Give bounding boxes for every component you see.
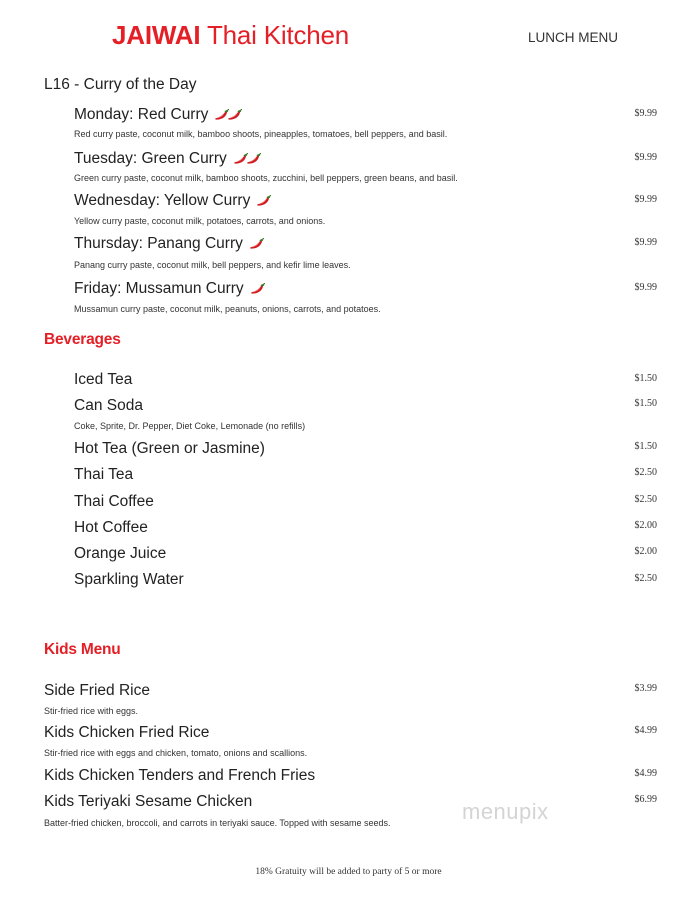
brand-name: JAIWAI bbox=[112, 20, 201, 50]
restaurant-title bbox=[112, 20, 349, 51]
menu-item-name: Thai Tea bbox=[74, 466, 134, 483]
menu-item-price: $9.99 bbox=[634, 237, 657, 248]
menu-item-name: Sparkling Water bbox=[74, 571, 184, 588]
chili-pepper-icon bbox=[250, 282, 263, 300]
menu-item-price: $9.99 bbox=[634, 108, 657, 119]
section-title-beverages: Beverages bbox=[44, 331, 121, 348]
menu-item-name: Monday: Red Curry bbox=[74, 106, 240, 126]
chili-pepper-icon bbox=[233, 152, 259, 170]
menu-item-price: $1.50 bbox=[634, 373, 657, 384]
menu-item-price: $2.50 bbox=[634, 467, 657, 478]
menu-label: LUNCH MENU bbox=[528, 30, 619, 45]
menu-item-name: Can Soda bbox=[74, 397, 143, 414]
menu-item-name: Side Fried Rice bbox=[44, 682, 150, 699]
menu-item-name: Thursday: Panang Curry bbox=[74, 235, 262, 255]
menu-item-name: Hot Coffee bbox=[74, 519, 148, 536]
chili-pepper-icon bbox=[249, 237, 262, 255]
menu-item-price: $4.99 bbox=[634, 768, 657, 779]
menu-item-price: $6.99 bbox=[634, 794, 657, 805]
section-title-kids: Kids Menu bbox=[44, 641, 121, 658]
chili-pepper-icon bbox=[214, 108, 240, 126]
menu-item-price: $2.50 bbox=[634, 573, 657, 584]
menu-item-name: Kids Chicken Tenders and French Fries bbox=[44, 767, 316, 784]
menu-item-price: $2.00 bbox=[634, 546, 657, 557]
menu-item-name: Friday: Mussamun Curry bbox=[74, 280, 263, 300]
menu-item-price: $1.50 bbox=[634, 441, 657, 452]
menu-item-price: $3.99 bbox=[634, 683, 657, 694]
brand-subtitle: Thai Kitchen bbox=[206, 20, 350, 50]
watermark: menupix bbox=[462, 799, 549, 824]
menu-item-description: Yellow curry paste, coconut milk, potatoes, carrots, and onions. bbox=[74, 216, 326, 226]
menu-item-price: $1.50 bbox=[634, 398, 657, 409]
gratuity-note: 18% Gratuity will be added to party of 5 or more bbox=[255, 867, 442, 877]
menu-item-name: Wednesday: Yellow Curry bbox=[74, 192, 269, 212]
menu-item-name: Kids Chicken Fried Rice bbox=[44, 724, 210, 741]
menu-item-price: $4.99 bbox=[634, 725, 657, 736]
menu-item-description: Red curry paste, coconut milk, bamboo shoots, pineapples, tomatoes, bell peppers, and basil. bbox=[74, 129, 448, 139]
menu-item-name: Tuesday: Green Curry bbox=[74, 150, 259, 170]
menu-item-description: Batter-fried chicken, broccoli, and carrots in teriyaki sauce. Topped with sesame seeds. bbox=[44, 818, 391, 828]
chili-pepper-icon bbox=[256, 194, 269, 212]
menu-item-name: Iced Tea bbox=[74, 371, 133, 388]
menu-item-description: Green curry paste, coconut milk, bamboo shoots, zucchini, bell peppers, green beans, and basil. bbox=[74, 173, 458, 183]
menu-item-price: $9.99 bbox=[634, 152, 657, 163]
menu-item-description: Stir-fried rice with eggs and chicken, tomato, onions and scallions. bbox=[44, 748, 308, 758]
menu-item-price: $2.00 bbox=[634, 520, 657, 531]
menu-item-price: $9.99 bbox=[634, 282, 657, 293]
menu-item-description: Coke, Sprite, Dr. Pepper, Diet Coke, Lemonade (no refills) bbox=[74, 421, 306, 431]
menu-item-name: Orange Juice bbox=[74, 545, 167, 562]
menu-item-name: Thai Coffee bbox=[74, 493, 154, 510]
menu-item-description: Mussamun curry paste, coconut milk, peanuts, onions, carrots, and potatoes. bbox=[74, 304, 381, 314]
menu-item-description: Panang curry paste, coconut milk, bell peppers, and kefir lime leaves. bbox=[74, 260, 351, 270]
menu-item-price: $9.99 bbox=[634, 194, 657, 205]
menu-item-description: Stir-fried rice with eggs. bbox=[44, 706, 139, 716]
menu-item-name: Kids Teriyaki Sesame Chicken bbox=[44, 793, 253, 810]
menu-item-price: $2.50 bbox=[634, 494, 657, 505]
menu-item-name: Hot Tea (Green or Jasmine) bbox=[74, 440, 265, 457]
section-title-curry: L16 - Curry of the Day bbox=[44, 76, 197, 93]
